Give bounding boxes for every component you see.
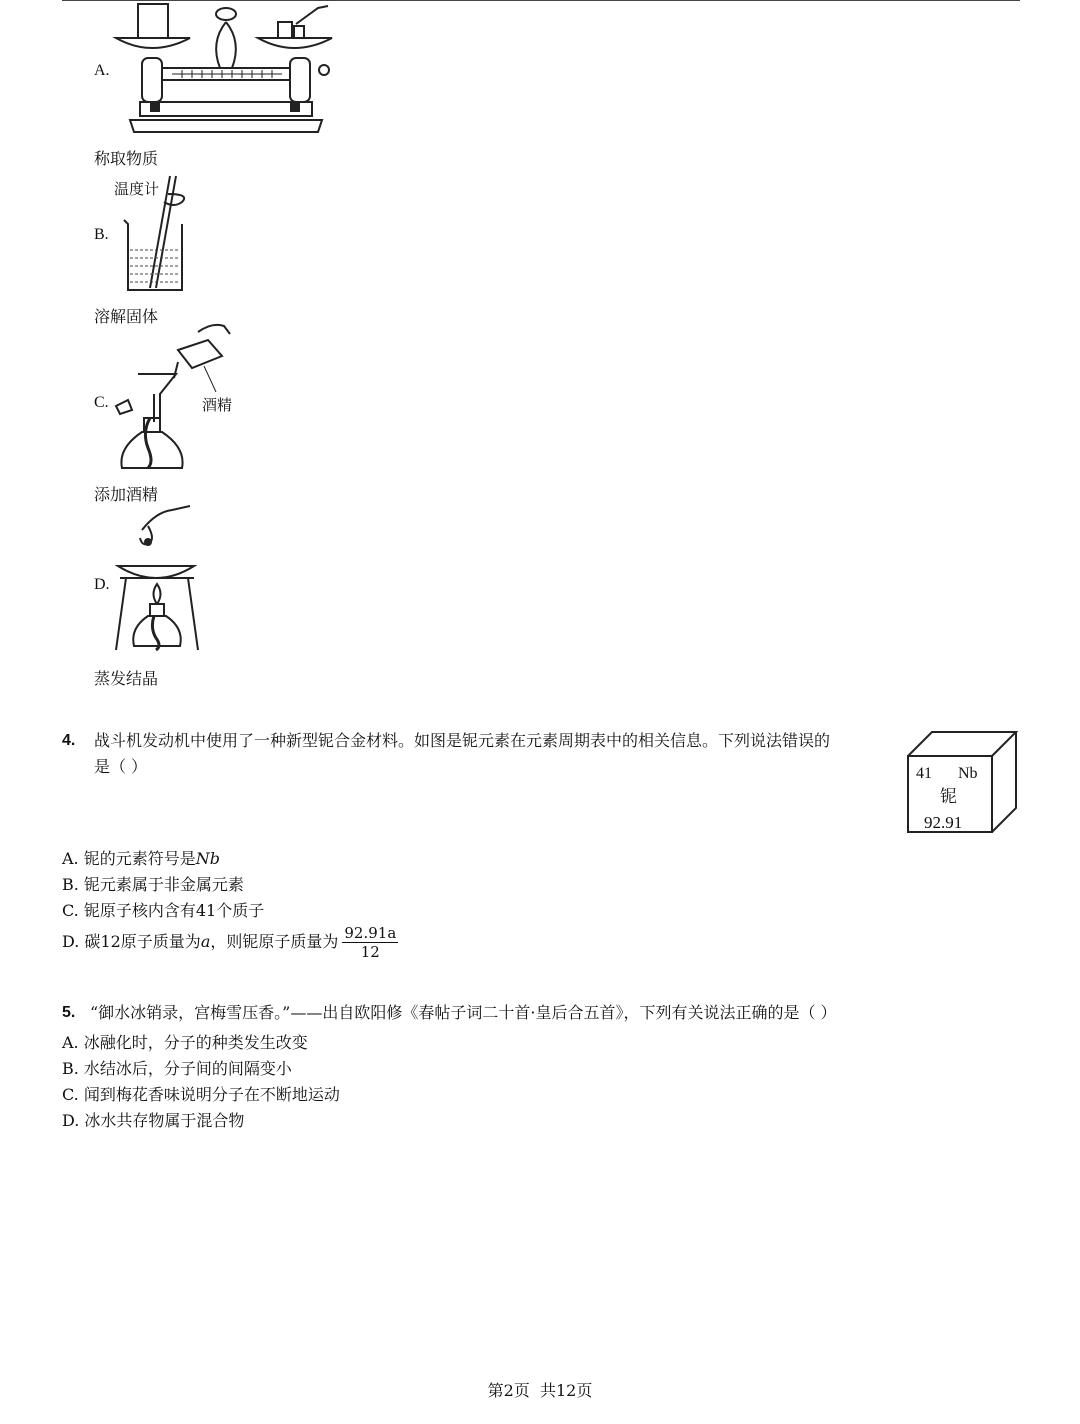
option-c-caption: 添加酒精 <box>94 485 159 504</box>
top-rule <box>62 0 1020 1</box>
option-d-caption: 蒸发结晶 <box>94 669 159 688</box>
element-mass: 92.91 <box>924 813 963 832</box>
q4-choice-d-num: 12 <box>100 932 121 951</box>
q4-choice-d-fraction <box>342 924 398 961</box>
question-4-number: 4. <box>62 732 76 749</box>
alcohol-label: 酒精 <box>202 396 233 414</box>
question-4-text <box>94 728 912 780</box>
element-cell-nb <box>906 730 1018 836</box>
element-symbol: Nb <box>958 765 978 782</box>
q5-choice-b[interactable]: B. 水结冰后，分子间的间隔变小 <box>62 1059 292 1078</box>
q5-choice-d[interactable]: D. 冰水共存物属于混合物 <box>62 1111 245 1130</box>
question-5-text: “御水冰销录，宫梅雪压香。”——出自欧阳修《春帖子词二十首·皇后合五首》，下列有关说法正确的是（ ） <box>90 1003 837 1022</box>
option-c-letter: C. <box>94 394 109 411</box>
beaker-thermometer-icon <box>118 172 198 296</box>
q4-choice-c-math: 41 <box>195 901 217 920</box>
element-atomic-number: 41 <box>916 765 932 782</box>
evaporating-dish-icon <box>112 504 202 654</box>
question-4-line1: 战斗机发动机中使用了一种新型铌合金材料。如图是铌元素在元素周期表中的相关信息。下列说法错误的 <box>94 731 831 750</box>
question-4-line2: 是（ ） <box>94 757 148 776</box>
q4-choice-c[interactable] <box>62 898 264 921</box>
page-footer: 第2页 共12页 <box>487 1381 593 1400</box>
q4-choice-d-var: a <box>200 932 211 951</box>
option-a-letter: A. <box>94 62 110 79</box>
q5-choice-c[interactable]: C. 闻到梅花香味说明分子在不断地运动 <box>62 1085 340 1104</box>
fraction-denominator: 12 <box>360 943 380 961</box>
q5-choice-a[interactable]: A. 冰融化时，分子的种类发生改变 <box>62 1033 308 1052</box>
option-d-letter: D. <box>94 576 110 593</box>
thermometer-label: 温度计 <box>114 180 160 198</box>
q4-choice-a-math: Nb <box>195 849 220 868</box>
option-b-caption: 溶解固体 <box>94 307 159 326</box>
option-b-letter: B. <box>94 226 109 243</box>
question-5-number: 5. <box>62 1004 76 1021</box>
q4-choice-c-suffix: 个质子 <box>216 901 265 920</box>
q4-choice-b[interactable] <box>62 872 244 895</box>
q4-choice-d[interactable] <box>62 924 398 961</box>
q4-choice-d-text: D. 碳 <box>62 932 101 951</box>
q4-choice-d-tail: ，则铌原子质量为 <box>210 932 339 951</box>
q4-choice-a[interactable] <box>62 846 220 869</box>
fraction-numerator: 92.91a <box>344 924 397 942</box>
q4-choice-b-text: B. 铌元素属于非金属元素 <box>62 875 244 894</box>
q4-choice-c-text: C. 铌原子核内含有 <box>62 901 196 920</box>
element-name: 铌 <box>940 787 957 807</box>
q4-choice-d-mid: 原子质量为 <box>120 932 201 951</box>
option-a-caption: 称取物质 <box>94 149 159 168</box>
balance-scale-icon <box>112 2 342 138</box>
q4-choice-a-text: A. 铌的元素符号是 <box>62 849 196 868</box>
